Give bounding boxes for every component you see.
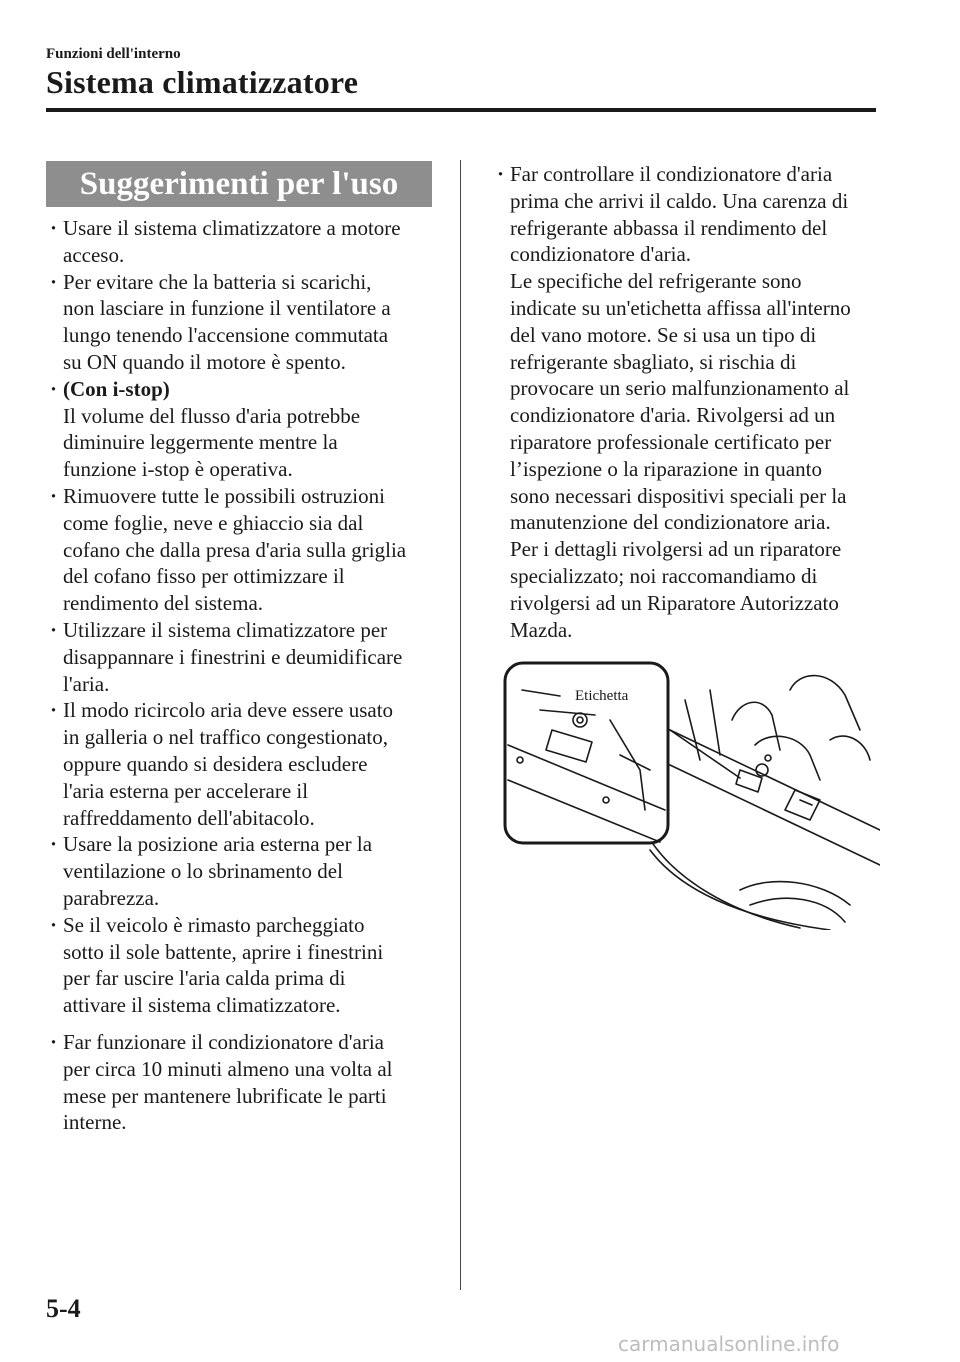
figure-label: Etichetta	[575, 688, 629, 704]
bullet-item: · Usare la posizione aria esterna per la ventilazione o lo sbrinamento del parabrezza.	[46, 831, 446, 911]
page-title: Sistema climatizzatore	[46, 64, 359, 100]
bullet-item: · Far funzionare il condizionatore d'aria per circa 10 minuti almeno una volta al mese per mantenere lubrificate le parti interne.	[46, 1029, 446, 1136]
column-divider	[460, 160, 461, 1290]
bullet-item: · (Con i-stop) Il volume del flusso d'aria potrebbe diminuire leggermente mentre la funzione i-stop è operativa.	[46, 376, 446, 483]
left-column	[46, 215, 446, 1136]
chapter-label: Funzioni dell'interno	[46, 46, 181, 62]
right-column	[493, 161, 883, 643]
section-banner: Suggerimenti per l'uso	[46, 161, 432, 207]
bullet-item: · Rimuovere tutte le possibili ostruzioni come foglie, neve e ghiaccio sia dal cofano che dalla presa d'aria sulla griglia del cofano fisso per ottimizzare il rendimento del sistema.	[46, 483, 446, 617]
engine-bay-label-illustration	[500, 660, 880, 930]
bullet-heading: · (Con i-stop)	[63, 376, 170, 401]
bullet-item: · Per evitare che la batteria si scarichi, non lasciare in funzione il ventilatore a lungo tenendo l'accensione commutata su ON quando il motore è spento.	[46, 269, 446, 376]
bullet-item: · Usare il sistema climatizzatore a motore acceso.	[46, 215, 446, 269]
page-number: 5-4	[46, 1294, 81, 1323]
title-rule	[46, 108, 876, 112]
watermark: carmanualsonline.info	[618, 1332, 840, 1356]
bullet-item: · Il modo ricircolo aria deve essere usato in galleria o nel traffico congestionato, oppure quando si desidera escludere l'aria esterna per accelerare il raffreddamento dell'abitacolo.	[46, 697, 446, 831]
bullet-item: · Se il veicolo è rimasto parcheggiato sotto il sole battente, aprire i finestrini per far uscire l'aria calda prima di attivare il sistema climatizzatore.	[46, 912, 446, 1019]
bullet-item: · Utilizzare il sistema climatizzatore per disappannare i finestrini e deumidificare l'aria.	[46, 617, 446, 697]
bullet-item: · Far controllare il condizionatore d'aria prima che arrivi il caldo. Una carenza di refrigerante abbassa il rendimento del condizionatore d'aria. Le specifiche del refrigerante sono indicate su un'etichetta affissa all'interno del vano motore. Se si usa un tipo di refrigerante sbagliato, si rischia di provocare un serio malfunzionamento al condizionatore d'aria. Rivolgersi ad un riparatore professionale certificato per l’ispezione o la riparazione in quanto sono necessari dispositivi speciali per la manutenzione del condizionatore aria. Per i dettagli rivolgersi ad un riparatore specializzato; noi raccomandiamo di rivolgersi ad un Riparatore Autorizzato Mazda.	[493, 161, 883, 643]
